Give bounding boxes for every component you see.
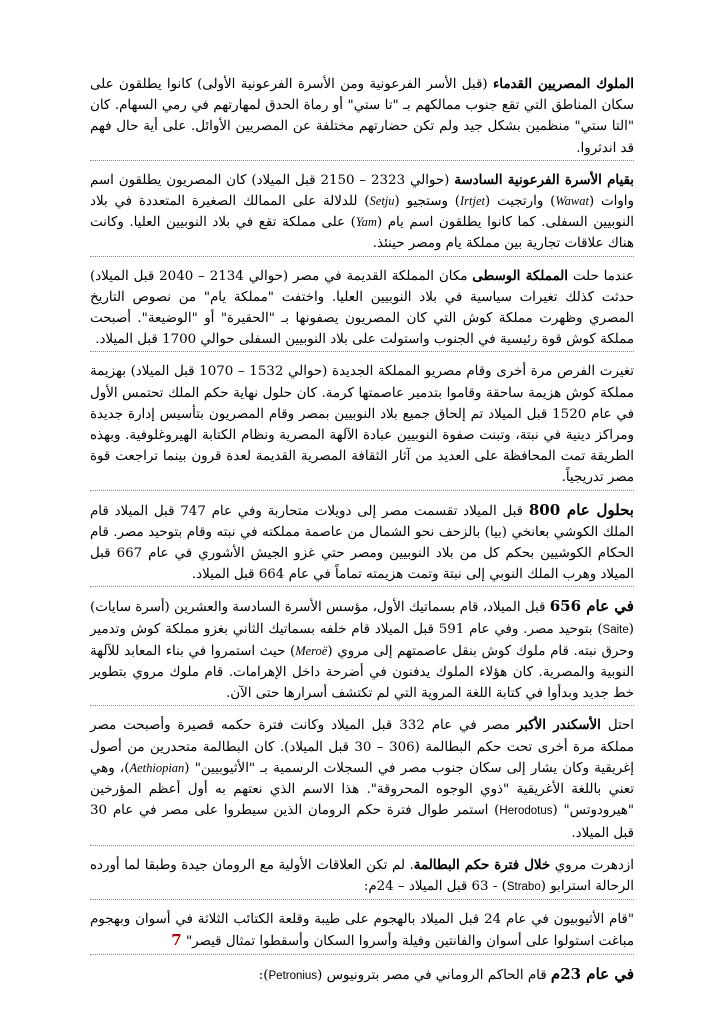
latin-term: Petronius xyxy=(268,969,318,982)
latin-term: Setju xyxy=(369,194,395,209)
paragraph-text: ازدهرت مروي xyxy=(554,857,634,873)
paragraph-text: ) حيث استمروا في بناء المعابد للآلهة النوبية والمصرية. كان هؤلاء الملوك يدفنون في أضرحة داخل الإهرامات. قام ملوك مروي بتطوير خط جديد وبدأوا في كتابة اللغة المروية التي لم تكتشف أسرارها حتى الآن. xyxy=(90,643,634,702)
paragraph-year-23 xyxy=(90,964,634,988)
latin-term: Yam xyxy=(355,215,377,230)
footnote-ref[interactable]: 7 xyxy=(171,931,182,950)
latin-term: Wawat xyxy=(555,194,589,209)
paragraph-year-800 xyxy=(90,500,634,588)
paragraph-text: . لم تكن العلاقات الأولية مع الرومان جيدة وطبقا لما أورده الرحالة استرابو ( xyxy=(90,857,634,894)
paragraph-text: عندما حلت xyxy=(572,268,634,284)
latin-term: Irtjet xyxy=(460,194,485,209)
heading-year-656: في عام 656 xyxy=(549,597,634,616)
paragraph-text: قام الحاكم الروماني في مصر بترونيوس ( xyxy=(317,967,547,983)
paragraph-text: ): xyxy=(258,967,269,983)
paragraph-text: ) بتوحيد مصر. وفي عام 591 قبل الميلاد قام خلفه بسماتيك الثاني بغزو مملكة كوش وتدمير وحرق نبته. قام ملوك كوش بنقل عاصمتهم إلى مروي ( xyxy=(90,621,634,659)
paragraph-text: ) للدلالة على الممالك الصغيرة المتعددة في بلاد النوبيين السفلى. كما كانوا يطلقون اسم يام ( xyxy=(90,194,634,231)
paragraph-text: مصر في عام 332 قبل الميلاد وكانت فترة حكمه قصيرة وأصبحت مصر مملكة مرة أخرى تحت حكم البطالمة (306 – 30 قبل الميلاد). كان البطالمة متحدرين من أصول إغريقية وكان يشار إلى سكان جنوب مصر في السجلات الرسمية بـ "الأثيوبيين" ( xyxy=(90,718,635,776)
paragraph-text: ) - 63 قبل الميلاد – 24م: xyxy=(363,878,507,894)
paragraph-alexander xyxy=(90,715,634,845)
paragraph-text: تغيرت الفرص مرة أخرى وقام مصريو المملكة الجديدة (حوالي 1532 – 1070 قبل الميلاد) بهزيمة مملكة كوش هزيمة ساحقة وقاموا بتدمير عاصمتها كرمة. كان حلول نهاية حكم الملك تحتمس الأول في عام 1520 قبل الميلاد تم إلحاق جميع بلاد النوبيين بمصر وقام المصريون بتأسيس إدارة جديدة ومراكز دينية في نبتة، وتبنت صفوة النوبيين عبادة الآلهة المصرية ونظام الكتابة الهيروغلوفية. وبهذه الطريقة تمت المحافظة على العديد من آثار الثقافة المصرية القديمة لعدة قرون بينما تراجعت قوة مصر تدريجياً. xyxy=(90,364,634,486)
heading-ptolemaic: خلال فترة حكم البطالمة xyxy=(413,856,551,873)
quote-text: "قام الأثيوبيون في عام 24 قبل الميلاد بالهجوم على طيبة وقلعة الكتائب الثلاثة في أسوان وبهجوم مباغت استولوا على أسوان والفانتين وفيلة وأسروا السكان وأسقطوا تمثال قيصر" xyxy=(90,912,634,950)
paragraph-text: ) استمر طوال فترة حكم الرومان الذين سيطروا على مصر في عام 30 قبل الميلاد. xyxy=(90,803,634,841)
paragraph-sixth-dynasty xyxy=(90,170,634,257)
paragraph-ancient-kings xyxy=(90,74,634,161)
paragraph-text: مكان المملكة القديمة في مصر (حوالي 2134 – 2040 قبل الميلاد) حدثت كذلك تغيرات سياسية في بلاد النوبيين العليا. واختفت "مملكة يام" من نصوص التاريخ المصري وظهرت مملكة كوش التي كان المصريون يصفونها بـ "الحقيرة" أو "الوضيعة". أصبحت مملكة كوش قوة رئيسية في الجنوب واستولت على بلاد النوبيين السفلى حوالي 1700 قبل الميلاد. xyxy=(90,268,634,348)
paragraph-text: ) وارتجيت ( xyxy=(485,194,556,210)
paragraph-text: (حوالي 2323 – 2150 قبل الميلاد) كان المصريون يطلقون اسم واوات ( xyxy=(90,172,634,210)
paragraph-quote xyxy=(90,909,634,954)
paragraph-text: قبل الميلاد تقسمت مصر إلى دويلات متحاربة وفي عام 747 قبل الميلاد قام الملك الكوشي بعانخي (بيا) بالزحف نحو الشمال من عاصمة مملكته في نبته وقام بتوحيد مصر. قام الحكام الكوشيين بحكم كل من بلاد النوبيين ومصر حتي غزو الجيش الأشوري في عام 667 قبل الميلاد وهرب الملك النوبي إلى نبتة وتمت هزيمته تماماً في عام 664 قبل الميلاد. xyxy=(90,503,634,583)
paragraph-text: (قبل الأسر الفرعونية ومن الأسرة الفرعونية الأولى) كانوا يطلقون على سكان المناطق التي تقع جنوب ممالكهم بـ "تا ستي" أو رماة الحدق لمهارتهم في رمي السهام. كان "التا ستي" منظمين بشكل جيد ولم تكن حضارتهم مختلفة عن المصريين الأوائل. على أية حال فهم قد اندثروا. xyxy=(90,77,634,156)
heading-middle-kingdom: المملكة الوسطى xyxy=(472,267,568,284)
paragraph-year-656 xyxy=(90,596,634,706)
paragraph-text: ) وستجيو ( xyxy=(394,194,460,210)
heading-year-23: في عام 23م xyxy=(550,964,634,983)
latin-term: Herodotus xyxy=(499,805,553,818)
latin-term: Saite xyxy=(602,623,629,636)
latin-term: Meroë xyxy=(295,643,328,658)
heading-alexander: الأسكندر الأكبر xyxy=(516,717,601,734)
heading-ancient-kings: الملوك المصريين القدماء xyxy=(492,76,634,92)
paragraph-text: قبل الميلاد، قام بسماتيك الأول، مؤسس الأسرة السادسة والعشرين (أسرة سايات) ( xyxy=(90,600,634,637)
paragraph-text: ) على مملكة تقع في بلاد النوبيين العليا. وكانت هناك علاقات تجارية بين مملكة يام ومصر حينئذ. xyxy=(90,215,634,252)
heading-sixth-dynasty: بقيام الأسرة الفرعونية السادسة xyxy=(454,171,635,188)
latin-term: Strabo xyxy=(506,880,541,893)
paragraph-text: )، وهي تعني باللغة الأغريقية "ذوي الوجوه المحروقة". هذا الاسم الذي نعتهم به أول أعظم المؤرخين "هيرودوتس" ( xyxy=(90,760,635,819)
paragraph-meroe xyxy=(90,855,634,900)
paragraph-middle-kingdom xyxy=(90,266,634,353)
paragraph-new-kingdom xyxy=(90,361,634,490)
heading-year-800: بحلول عام 800 xyxy=(528,500,634,519)
paragraph-text: احتل xyxy=(607,718,634,734)
latin-term: Aethiopian xyxy=(129,760,185,775)
